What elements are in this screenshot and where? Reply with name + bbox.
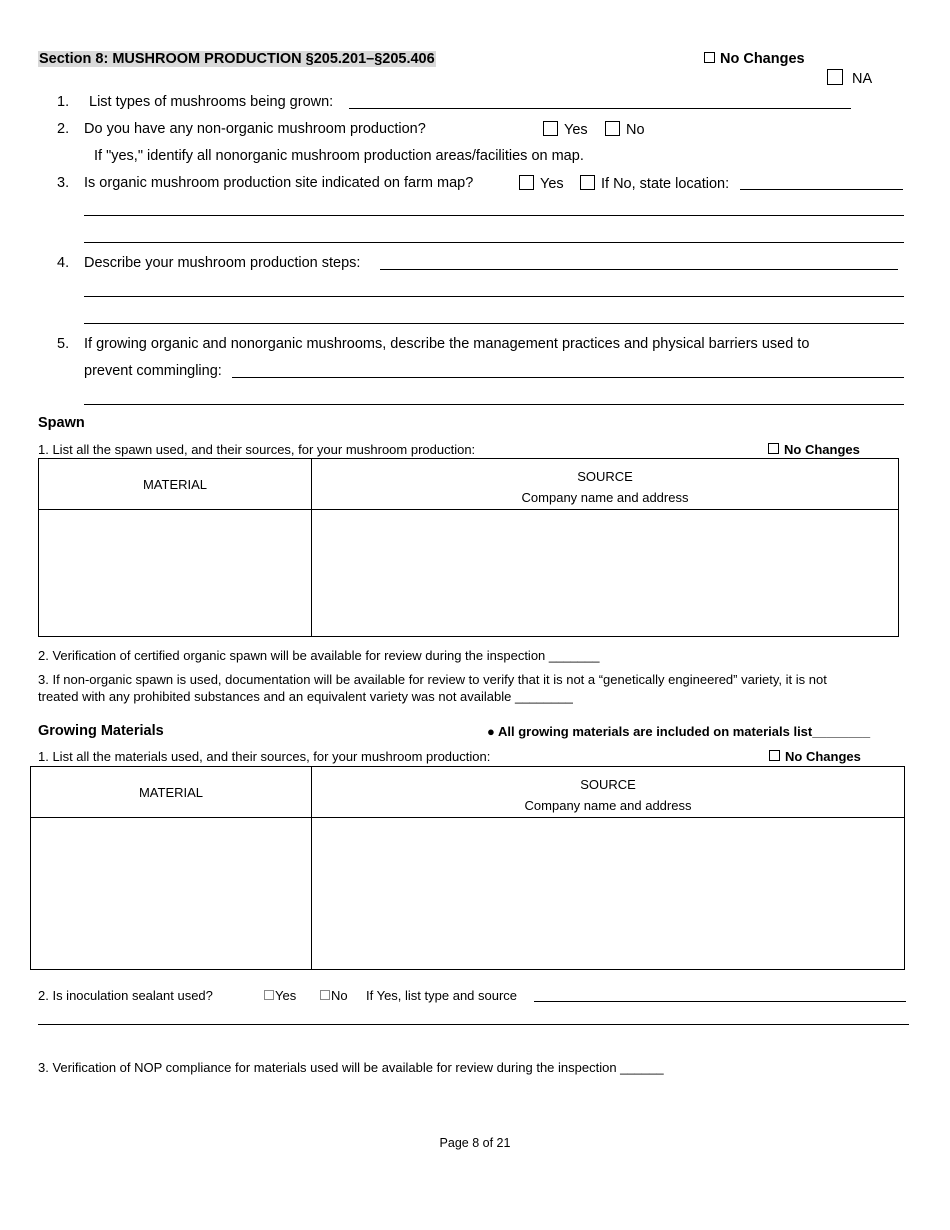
sealant-type-field[interactable]: [534, 1001, 906, 1002]
answer-line[interactable]: [84, 242, 904, 243]
col-source: SOURCE Company name and address: [312, 767, 905, 818]
spawn-item-3: 3. If non-organic spawn is used, documentation will be available for review to verify that it is not a “genetically engineered” variety, it is not: [38, 672, 827, 687]
table-header-row: [39, 459, 899, 510]
commingling-field[interactable]: [232, 377, 904, 378]
answer-line[interactable]: [84, 215, 904, 216]
production-steps-field[interactable]: [380, 269, 898, 270]
checkbox-icon: [769, 750, 780, 761]
table-header-row: [31, 767, 905, 818]
all-materials-included: ● All growing materials are included on materials list________: [487, 724, 871, 739]
growing-materials-heading: Growing Materials: [38, 723, 164, 739]
answer-line[interactable]: [84, 404, 904, 405]
material-cell[interactable]: [39, 510, 312, 637]
farm-location-field[interactable]: [740, 189, 903, 190]
answer-line[interactable]: [84, 296, 904, 297]
sealant-type-label: If Yes, list type and source: [366, 988, 518, 1003]
section-title: Section 8: MUSHROOM PRODUCTION §205.201–§205.406: [39, 51, 435, 67]
material-cell[interactable]: [31, 818, 312, 970]
checkbox-icon: [768, 443, 779, 454]
spawn-item-1: 1. List all the spawn used, and their sources, for your mushroom production:: [38, 442, 476, 457]
checkbox-icon: [827, 69, 843, 85]
page-number: Page 8 of 21: [439, 1136, 511, 1150]
no-changes-checkbox-section[interactable]: No Changes: [704, 51, 805, 67]
no-changes-checkbox-spawn[interactable]: No Changes: [768, 442, 860, 457]
sealant-yes-checkbox[interactable]: Yes: [264, 988, 296, 1003]
checkbox-icon: [543, 121, 558, 136]
source-cell[interactable]: [312, 818, 905, 970]
q2-no-checkbox[interactable]: No: [605, 121, 645, 138]
spawn-heading: Spawn: [38, 415, 85, 431]
checkbox-icon: [605, 121, 620, 136]
question-4: 4. Describe your mushroom production steps:: [57, 255, 361, 271]
checkbox-icon: [580, 175, 595, 190]
checkbox-icon: [320, 990, 330, 1000]
sealant-no-checkbox[interactable]: No: [320, 988, 348, 1003]
growing-materials-table: [30, 766, 905, 970]
spawn-item-2: 2. Verification of certified organic spawn will be available for review during the inspection _______: [38, 648, 600, 663]
growing-item-2: 2. Is inoculation sealant used?: [38, 988, 213, 1003]
question-1: 1. List types of mushrooms being grown:: [57, 94, 334, 110]
mushroom-types-field[interactable]: [349, 108, 851, 109]
answer-line[interactable]: [84, 323, 904, 324]
q3-yes-checkbox[interactable]: Yes: [519, 175, 564, 192]
spawn-table: [38, 458, 899, 637]
question-5: 5. If growing organic and nonorganic mushrooms, describe the management practices and physical barriers used to: [57, 336, 810, 352]
question-5-cont: prevent commingling:: [84, 363, 222, 379]
checkbox-icon: [519, 175, 534, 190]
growing-item-1: 1. List all the materials used, and their sources, for your mushroom production:: [38, 749, 491, 764]
na-checkbox[interactable]: NA: [827, 69, 872, 87]
answer-line[interactable]: [38, 1024, 909, 1025]
question-2-followup: If "yes," identify all nonorganic mushroom production areas/facilities on map.: [94, 148, 584, 164]
growing-item-3: 3. Verification of NOP compliance for materials used will be available for review during the inspection ______: [38, 1060, 664, 1075]
question-3: 3. Is organic mushroom production site indicated on farm map?: [57, 175, 474, 191]
checkbox-icon: [704, 52, 715, 63]
table-row: [39, 510, 899, 637]
q3-no-checkbox[interactable]: If No, state location:: [580, 175, 729, 192]
spawn-item-3-cont: treated with any prohibited substances and an equivalent variety was not available ________: [38, 689, 573, 704]
source-cell[interactable]: [312, 510, 899, 637]
no-changes-checkbox-growing[interactable]: No Changes: [769, 749, 861, 764]
table-row: [31, 818, 905, 970]
checkbox-icon: [264, 990, 274, 1000]
col-material: MATERIAL: [39, 459, 312, 510]
col-source: SOURCE Company name and address: [312, 459, 899, 510]
question-2: 2. Do you have any non-organic mushroom production?: [57, 121, 426, 137]
col-material: MATERIAL: [31, 767, 312, 818]
q2-yes-checkbox[interactable]: Yes: [543, 121, 588, 138]
